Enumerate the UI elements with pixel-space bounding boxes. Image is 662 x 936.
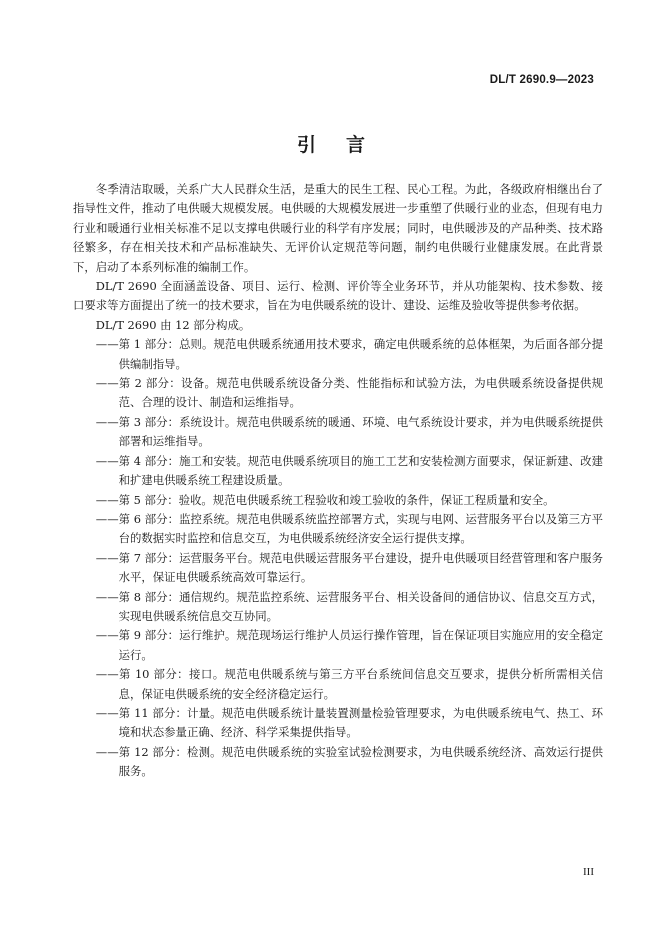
part-item-6: ——第 6 部分：监控系统。规范电供暖系统监控部署方式，实现与电网、运营服务平台以及第三方平台的数据实时监控和信息交互，为电供暖系统经济安全运行提供支撑。	[95, 511, 603, 546]
part-item-5: ——第 5 部分：验收。规范电供暖系统工程验收和竣工验收的条件，保证工程质量和安全。	[95, 492, 555, 507]
part-item-2: ——第 2 部分：设备。规范电供暖系统设备分类、性能指标和试验方法，为电供暖系统设备提供规范、合理的设计、制造和运维指导。	[95, 376, 603, 410]
parts-list	[73, 335, 603, 781]
part-item-10: ——第 10 部分：接口。规范电供暖系统与第三方平台系统间信息交互要求，提供分析所需相关信息，保证电供暖系统的安全经济稳定运行。	[95, 667, 603, 701]
paragraph-scope: DL/T 2690 全面涵盖设备、项目、运行、检测、评价等全业务环节，并从功能架构、技术参数、接口要求等方面提出了统一的技术要求，旨在为电供暖系统的设计、建设、运维及验收等提供参考依据。	[73, 279, 603, 313]
part-item-11: ——第 11 部分：计量。规范电供暖系统计量装置测量检验管理要求，为电供暖系统电气、热工、环境和状态参量正确、经济、科学采集提供指导。	[95, 705, 603, 740]
part-item-1: ——第 1 部分：总则。规范电供暖系统通用技术要求，确定电供暖系统的总体框架，为后面各部分提供编制指导。	[95, 337, 603, 371]
parts-intro: DL/T 2690 由 12 部分构成。	[95, 317, 251, 332]
page-number: III	[583, 866, 594, 878]
document-code: DL/T 2690.9—2023	[489, 74, 594, 86]
paragraph-background: 冬季清洁取暖，关系广大人民群众生活，是重大的民生工程、民心工程。为此，各级政府相继出台了指导性文件，推动了电供暖大规模发展。电供暖的大规模发展进一步重塑了供暖行业的业态，但现有电力行业和暖通行业相关标准不足以支撑电供暖行业的科学有序发展；同时，电供暖涉及的产品种类、技术路径繁多，存在相关技术和产品标准缺失、无评价认定规范等问题，制约电供暖行业健康发展。在此背景下，启动了本系列标准的编制工作。	[73, 182, 603, 274]
part-item-9: ——第 9 部分：运行维护。规范现场运行维护人员运行操作管理，旨在保证项目实施应用的安全稳定运行。	[95, 628, 603, 662]
part-item-4: ——第 4 部分：施工和安装。规范电供暖系统项目的施工工艺和安装检测方面要求，保证新建、改建和扩建电供暖系统工程建设质量。	[95, 453, 603, 488]
page-title: 引言	[296, 134, 395, 156]
part-item-8: ——第 8 部分：通信规约。规范监控系统、运营服务平台、相关设备间的通信协议、信息交互方式，实现电供暖系统信息交互协同。	[95, 589, 603, 623]
part-item-7: ——第 7 部分：运营服务平台。规范电供暖运营服务平台建设，提升电供暖项目经营管理和客户服务水平，保证电供暖系统高效可靠运行。	[95, 550, 603, 585]
part-item-3: ——第 3 部分：系统设计。规范电供暖系统的暖通、环境、电气系统设计要求，并为电供暖系统提供部署和运维指导。	[95, 414, 603, 449]
body-text	[73, 180, 603, 782]
part-item-12: ——第 12 部分：检测。规范电供暖系统的实验室试验检测要求，为电供暖系统经济、高效运行提供服务。	[95, 744, 603, 779]
